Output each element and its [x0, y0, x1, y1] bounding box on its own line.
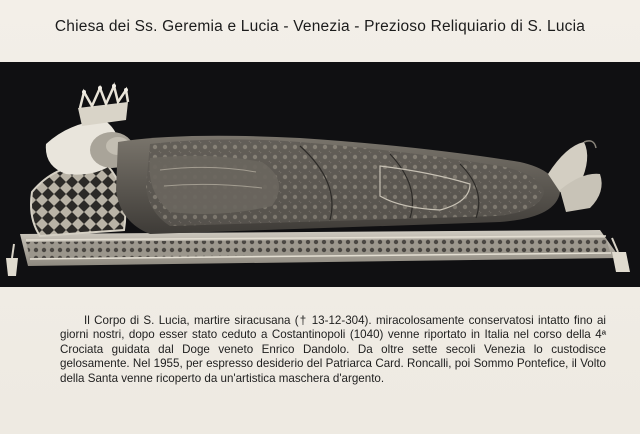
caption-text: Il Corpo di S. Lucia, martire siracusana († 13-12-304). miracolosamente conservatosi intatto fino ai giorni nostri, dopo esser stato ceduto a Costantinopoli (1040) venne riportato in Italia nel corso della 4ª Crociata guidata dal Doge veneto Enrico Dandolo. Da oltre sette secoli Venezia lo custodisce gelosamente. Nel 1955, per espresso desiderio del Patriarca Card. Roncalli, poi Sommo Pontefice, il Volto della Santa venne ricoperto da un'artistica maschera d'argento.: [60, 313, 606, 385]
reliquary-illustration: [0, 62, 640, 287]
page-title: Chiesa dei Ss. Geremia e Lucia - Venezia - Prezioso Reliquiario di S. Lucia: [54, 18, 586, 35]
reliquary-photo: [0, 62, 640, 287]
